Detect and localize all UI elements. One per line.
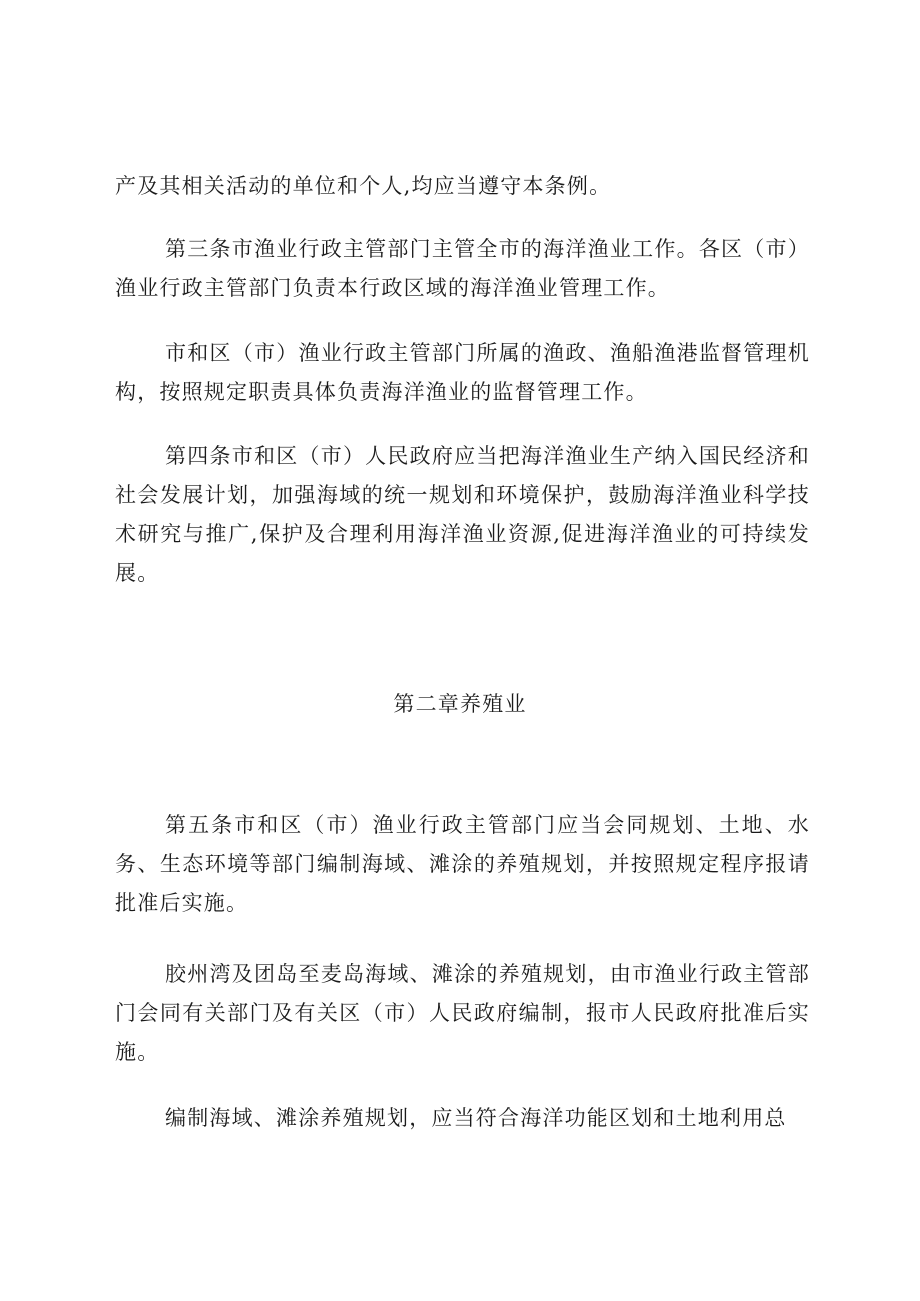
chapter-heading: 第二章养殖业 [393,692,527,716]
paragraph-continuation: 产及其相关活动的单位和个人,均应当遵守本条例。 [115,174,612,198]
paragraph-jiaozhou-bay: 胶州湾及团岛至麦岛海域、滩涂的养殖规划，由市渔业行政主管部门会同有关部门及有关区（市）人民政府编制，报市人民政府批准后实施。 [115,962,810,1064]
paragraph-planning-requirements: 编制海域、滩涂养殖规划，应当符合海洋功能区划和土地利用总 [165,1106,787,1130]
paragraph-article-3: 第三条市渔业行政主管部门主管全市的海洋渔业工作。各区（市）渔业行政主管部门负责本行政区域的海洋渔业管理工作。 [115,237,810,300]
paragraph-article-3-supervision: 市和区（市）渔业行政主管部门所属的渔政、渔船渔港监督管理机构，按照规定职责具体负责海洋渔业的监督管理工作。 [115,341,810,404]
paragraph-article-4: 第四条市和区（市）人民政府应当把海洋渔业生产纳入国民经济和社会发展计划，加强海域的统一规划和环境保护，鼓励海洋渔业科学技术研究与推广,保护及合理利用海洋渔业资源,促进海洋渔业的可持续发展。 [115,444,810,585]
paragraph-article-5: 第五条市和区（市）渔业行政主管部门应当会同规划、土地、水务、生态环境等部门编制海域、滩涂的养殖规划，并按照规定程序报请批准后实施。 [115,813,810,915]
